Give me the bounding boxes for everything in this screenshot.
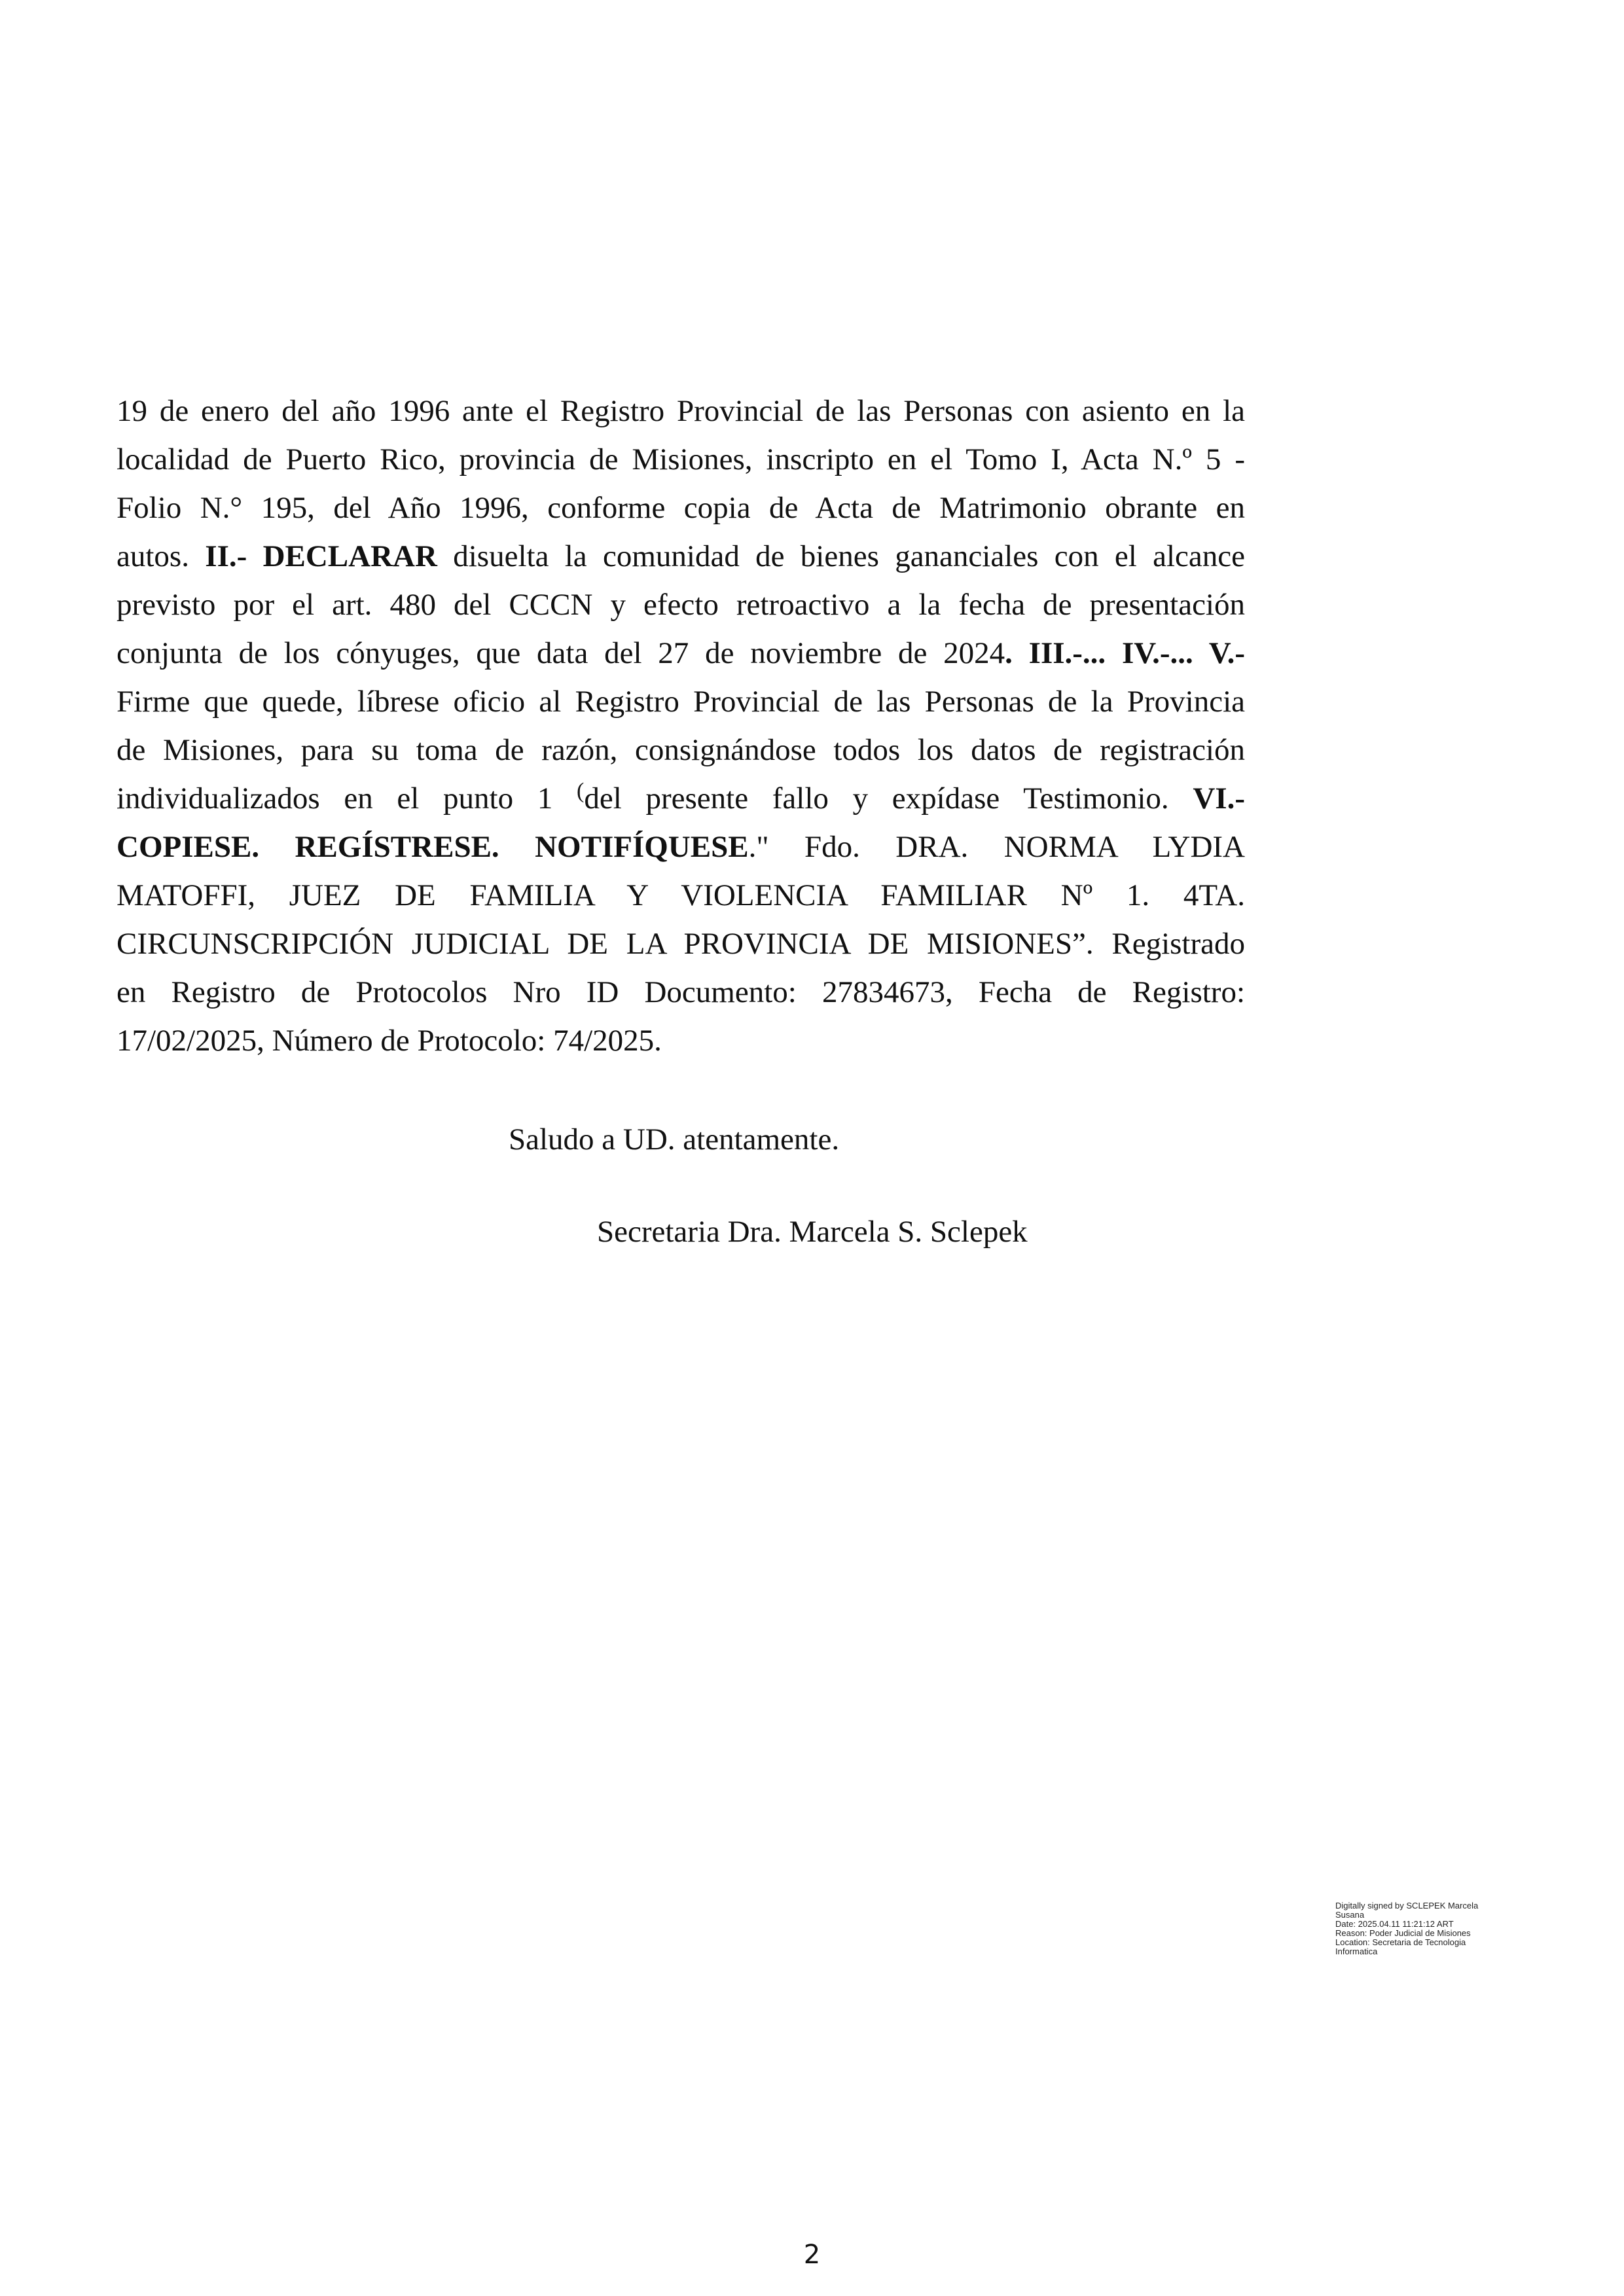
body-text: en Registro de Protocolos Nro ID Documento: 27834673, Fecha de Registro: [117,975,1245,1009]
closing-signer: Secretaria Dra. Marcela S. Sclepek [597,1215,1028,1249]
body-line-7 [117,683,1245,721]
body-text: CIRCUNSCRIPCIÓN JUDICIAL DE LA PROVINCIA DE MISIONES”. Registrado [117,927,1245,961]
signature-line: Digitally signed by SCLEPEK Marcela [1335,1901,1479,1910]
body-text: conjunta de los cónyuges, que data del 27 de noviembre de 2024 [117,636,1005,670]
body-line-11 [117,876,1245,914]
bold-section-markers: . III.-... IV.-... V.- [1005,636,1245,670]
body-line-4 [117,537,1245,575]
body-text: previsto por el art. 480 del CCCN y efecto retroactivo a la fecha de presentación [117,588,1245,622]
body-line-3 [117,489,1245,527]
superscript-mark: ( [577,779,585,803]
bold-heading-declarar: II.- DECLARAR [205,539,437,573]
body-line-6 [117,634,1245,672]
signature-line: Informatica [1335,1946,1378,1956]
body-line-5 [117,586,1245,624]
body-text: 19 de enero del año 1996 ante el Registro Provincial de las Personas con asiento en la [117,394,1245,428]
body-line-2 [117,440,1245,478]
body-line-9 [117,780,1245,821]
body-text: ." Fdo. DRA. NORMA LYDIA [748,830,1245,864]
bold-section-marker: VI.- [1193,781,1245,816]
signature-location: Location: Secretaria de Tecnologia [1335,1937,1466,1947]
body-text: MATOFFI, JUEZ DE FAMILIA Y VIOLENCIA FAMILIAR Nº 1. 4TA. [117,878,1245,912]
signature-date: Date: 2025.04.11 11:21:12 ART [1335,1919,1454,1929]
signature-line: Susana [1335,1910,1365,1920]
body-line-14 [117,1022,1245,1060]
body-text: autos. [117,539,206,573]
closing-greeting: Saludo a UD. atentamente. [509,1122,840,1157]
body-text: de Misiones, para su toma de razón, consignándose todos los datos de registración [117,733,1245,767]
body-text: Folio N.° 195, del Año 1996, conforme copia de Acta de Matrimonio obrante en [117,491,1245,525]
body-text: Firme que quede, líbrese oficio al Registro Provincial de las Personas de la Provincia [117,685,1245,719]
digital-signature-stamp [1335,1901,1532,1956]
body-text: disuelta la comunidad de bienes gananciales con el alcance [437,539,1245,573]
body-line-1 [117,392,1245,430]
bold-orders: COPIESE. REGÍSTRESE. NOTIFÍQUESE [117,830,749,864]
body-line-10 [117,828,1245,866]
body-line-12 [117,925,1245,963]
body-text: 17/02/2025, Número de Protocolo: 74/2025. [117,1024,662,1058]
body-line-13 [117,973,1245,1011]
body-line-8 [117,731,1245,769]
body-text: individualizados en el punto 1 [117,781,577,816]
page-number: 2 [803,2240,821,2270]
body-text: del presente fallo y expídase Testimonio. [584,781,1193,816]
body-text: localidad de Puerto Rico, provincia de Misiones, inscripto en el Tomo I, Acta N.º 5 - [117,442,1245,476]
signature-reason: Reason: Poder Judicial de Misiones [1335,1928,1471,1938]
